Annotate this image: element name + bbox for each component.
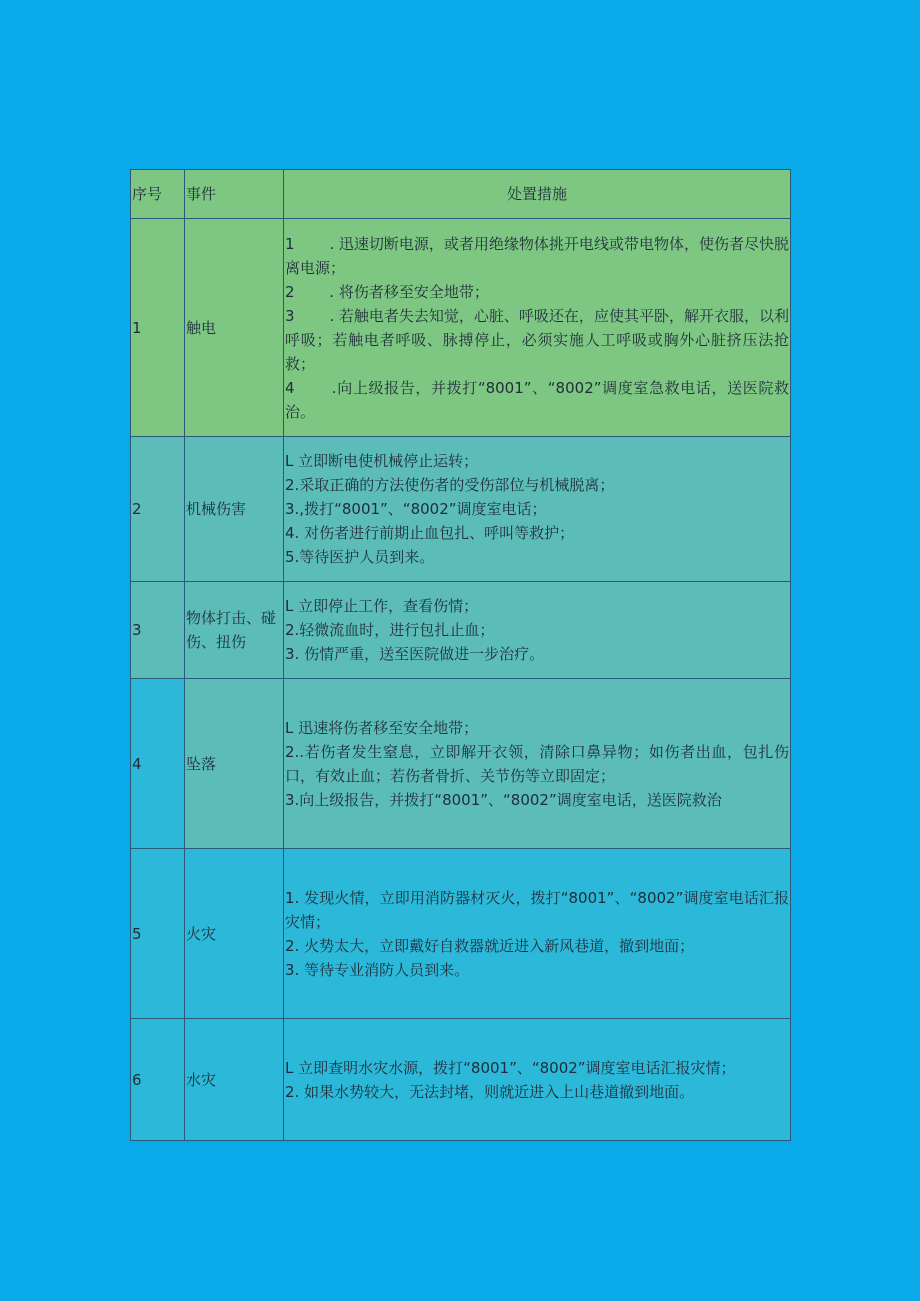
event-name: 坠落: [185, 679, 284, 849]
event-name: 机械伤害: [185, 437, 284, 582]
event-name: 水灾: [185, 1019, 284, 1141]
row-number: 3: [131, 582, 185, 679]
measure-item: 1 . 迅速切断电源，或者用绝缘物体挑开电线或带电物体，使伤者尽快脱离电源；: [285, 234, 789, 277]
row-number: 4: [131, 679, 185, 849]
measures-cell: [284, 437, 791, 582]
measure-item: 2.轻微流血时，进行包扎止血；: [285, 621, 495, 639]
measure-item: 1. 发现火情，立即用消防器材灭火，拨打“8001”、“8002”调度室电话汇报灾情；: [285, 888, 789, 931]
header-event: 事件: [185, 170, 284, 219]
row-number: 6: [131, 1019, 185, 1141]
measure-item: 2. 火势太大，立即戴好自救器就近进入新风巷道，撤到地面；: [285, 936, 695, 955]
table-header-row: [131, 170, 791, 219]
measure-item: 3.向上级报告，并拨打“8001”、“8002”调度室电话，送医院救治: [285, 790, 722, 809]
table-row: [131, 679, 791, 849]
measures-cell: [284, 219, 791, 437]
event-name: 触电: [185, 219, 284, 437]
header-measures: 处置措施: [284, 170, 791, 219]
measure-item: L 立即查明水灾水源，拨打“8001”、“8002”调度室电话汇报灾情；: [285, 1058, 736, 1077]
table-row: [131, 582, 791, 679]
measures-cell: [284, 679, 791, 849]
table-row: [131, 849, 791, 1019]
header-no: 序号: [131, 170, 185, 219]
row-number: 5: [131, 849, 185, 1019]
row-number: 2: [131, 437, 185, 582]
measure-item: 3 . 若触电者失去知觉，心脏、呼吸还在，应使其平卧，解开衣服，以利呼吸；若触电者呼吸、脉搏停止，必须实施人工呼吸或胸外心脏挤压法抢救；: [285, 306, 789, 373]
measure-item: 4 .向上级报告，并拨打“8001”、“8002”调度室急救电话，送医院救治。: [285, 378, 789, 421]
measure-item: 4. 对伤者进行前期止血包扎、呼叫等救护；: [285, 524, 575, 542]
emergency-table: [130, 169, 791, 1141]
row-number: 1: [131, 219, 185, 437]
measure-item: 3. 伤情严重，送至医院做进一步治疗。: [285, 645, 545, 663]
measure-item: 3.,拨打“8001”、“8002”调度室电话；: [285, 500, 547, 518]
measure-item: 2.采取正确的方法使伤者的受伤部位与机械脱离；: [285, 476, 615, 494]
measures-cell: [284, 582, 791, 679]
measure-item: L 立即停止工作，查看伤情；: [285, 597, 479, 615]
table-row: [131, 219, 791, 437]
measure-item: 3. 等待专业消防人员到来。: [285, 960, 470, 979]
measure-item: L 立即断电使机械停止运转；: [285, 452, 479, 470]
measure-item: 2. 如果水势较大，无法封堵，则就近进入上山巷道撤到地面。: [285, 1082, 695, 1101]
measures-cell: [284, 1019, 791, 1141]
measure-item: 5.等待医护人员到来。: [285, 548, 435, 566]
measure-item: 2 . 将伤者移至安全地带；: [285, 282, 489, 301]
measure-item: L 迅速将伤者移至安全地带；: [285, 718, 479, 737]
table-row: [131, 1019, 791, 1141]
event-name: 火灾: [185, 849, 284, 1019]
measures-cell: [284, 849, 791, 1019]
event-name: 物体打击、碰伤、扭伤: [185, 582, 284, 679]
measure-item: 2..若伤者发生窒息，立即解开衣领，清除口鼻异物；如伤者出血，包扎伤口，有效止血；若伤者骨折、关节伤等立即固定；: [285, 742, 789, 785]
table-row: [131, 437, 791, 582]
